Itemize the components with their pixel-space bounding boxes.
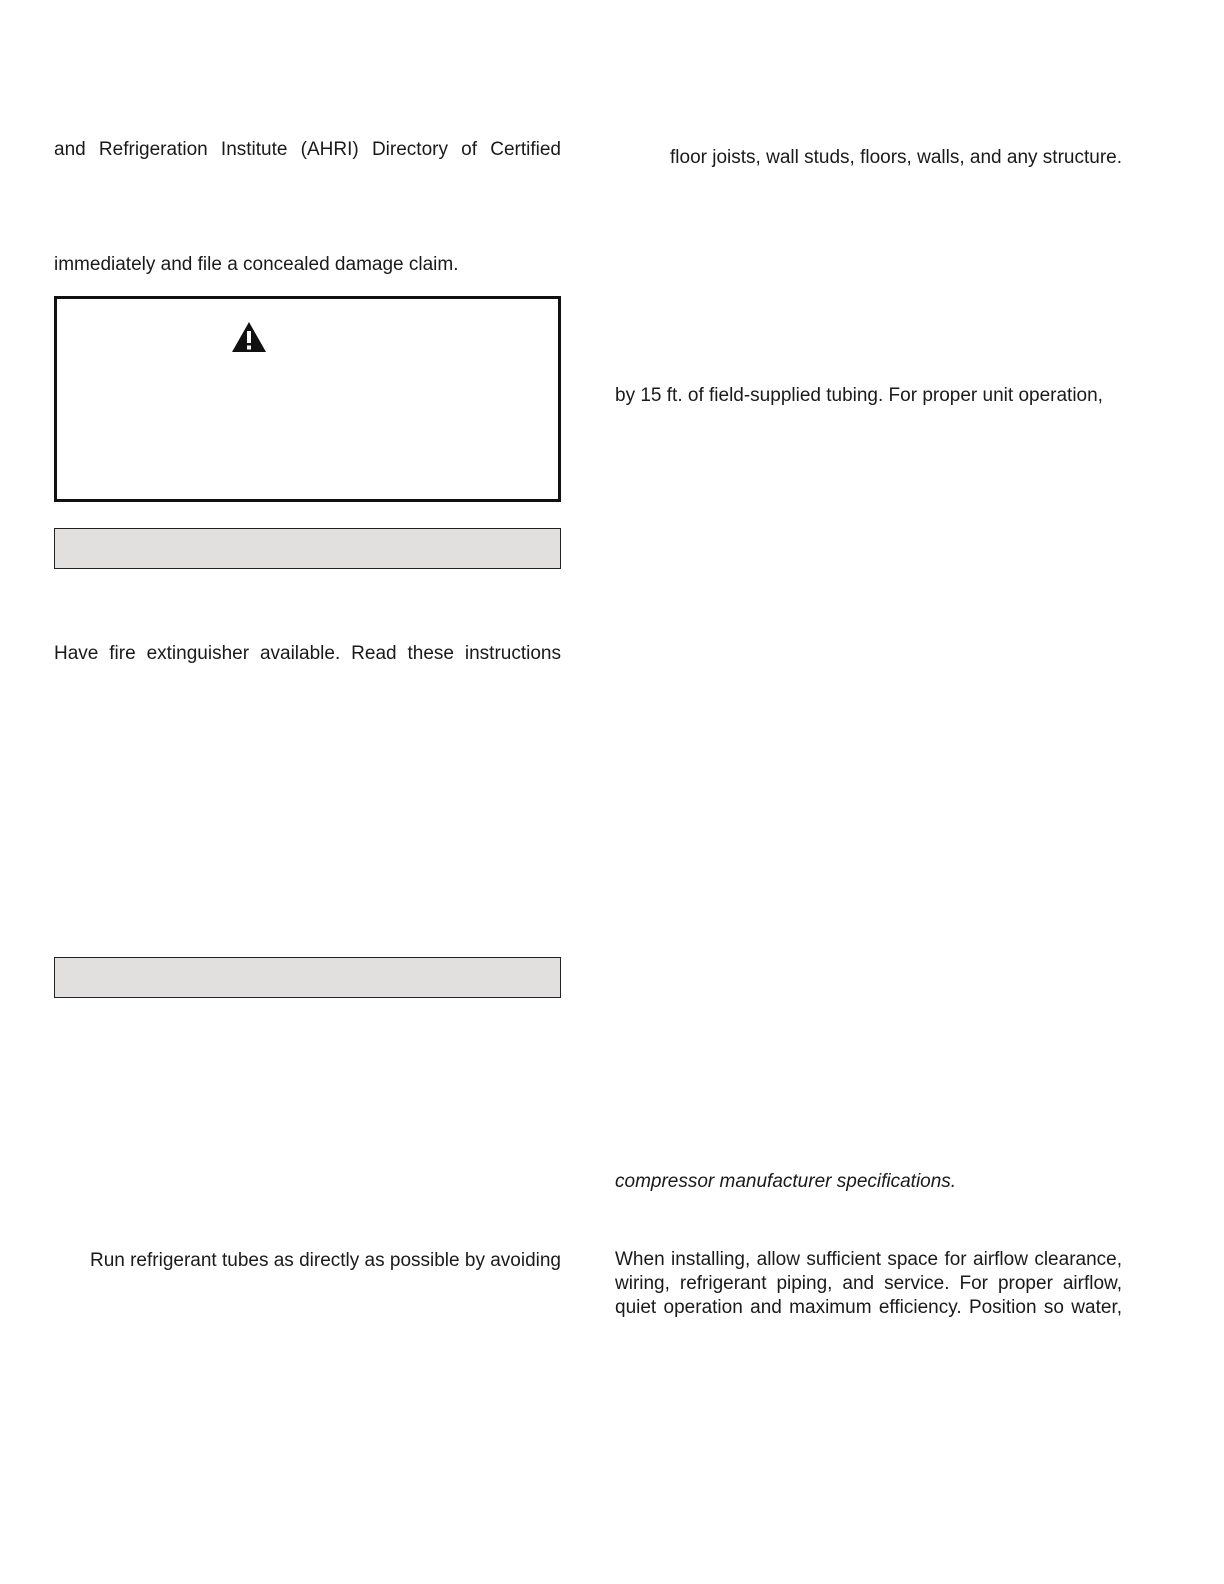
text-line-floor-joists: floor joists, wall studs, floors, walls, and any structure. [670,147,1122,168]
text-line-refrigerant-tubes: Run refrigerant tubes as directly as possible by avoiding [89,1250,561,1271]
section-header-bar-2 [54,957,561,998]
text-line-fire-extinguisher: Have fire extinguisher available. Read these instructions [54,643,561,664]
text-line-concealed-damage: immediately and file a concealed damage claim. [54,254,459,275]
section-header-bar-1 [54,528,561,569]
text-line-compressor-specs: compressor manufacturer specifications. [615,1171,957,1192]
text-line-field-supplied-tubing: by 15 ft. of field-supplied tubing. For proper unit operation, [615,385,1103,406]
warning-triangle-icon [231,321,267,353]
paragraph-line: quiet operation and maximum efficiency. Position so water, [615,1297,1122,1318]
text-line-ahri-directory: and Refrigeration Institute (AHRI) Directory of Certified [54,139,561,160]
paragraph-line: wiring, refrigerant piping, and service. For proper airflow, [615,1273,1122,1294]
installation-paragraph [615,1248,1122,1320]
warning-box [54,296,561,502]
paragraph-line: When installing, allow sufficient space for airflow clearance, [615,1249,1122,1270]
